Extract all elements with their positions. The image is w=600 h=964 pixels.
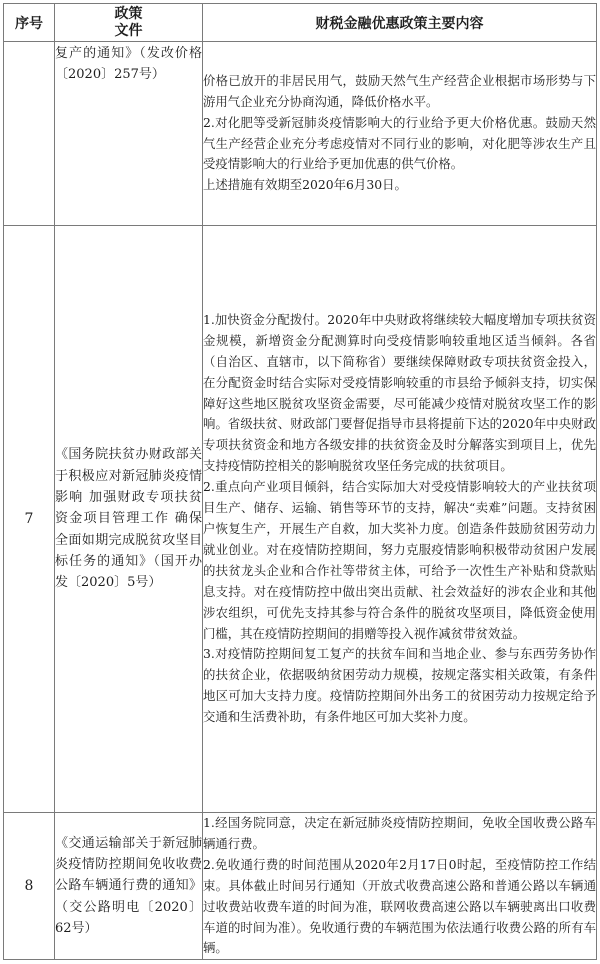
content-paragraph: 价格已放开的非居民用气，鼓励天然气生产经营企业根据市场形势与下游用气企业充分协商沟通，降低价格水平。 — [203, 72, 596, 109]
header-policy-document — [55, 4, 203, 42]
row-serial-number — [4, 42, 55, 226]
table-row — [4, 813, 597, 960]
content-paragraph: 3.对疫情防控期间复工复产的扶贫车间和当地企业、参与东西劳务协作的扶贫企业，依据吸纳贫困劳动力规模，按规定落实相关政策，有条件地区可加大支持力度。疫情防控期间外出务工的贫困劳动力按规定给予交通和生活费补助，有条件地区可加大奖补力度。 — [203, 646, 596, 725]
content-paragraph: 1.经国务院同意，决定在新冠肺炎疫情防控期间，免收全国收费公路车辆通行费。 — [203, 815, 596, 851]
row-policy-document: 《交通运输部关于新冠肺炎疫情防控期间免收收费公路车辆通行费的通知》（交公路明电〔2020〕62号） — [55, 813, 203, 960]
header-serial-number: 序号 — [4, 4, 55, 42]
content-paragraph: 2.免收通行费的时间范围从2020年2月17日0时起，至疫情防控工作结束。具体截止时间另行通知（开放式收费高速公路和普通公路以车辆通过收费站收费车道的时间为准，联网收费高速公路以车辆驶离出口收费车道的时间为准）。免收通行费的车辆范围为依法通行收费公路的所有车辆。 — [203, 856, 596, 956]
policy-table — [3, 3, 597, 960]
row-serial-number: 8 — [4, 813, 55, 960]
table-header-row — [4, 4, 597, 42]
row-serial-number: 7 — [4, 226, 55, 813]
content-paragraph: 1.加快资金分配拨付。2020年中央财政将继续较大幅度增加专项扶贫资金规模，新增资金分配测算时向受疫情影响较重地区适当倾斜。各省（自治区、直辖市，以下简称省）要继续保障财政专项扶贫资金投入，在分配资金时结合实际对受疫情影响较重的市县给予倾斜支持，切实保障好这些地区脱贫攻坚资金需要，尽可能减少疫情对脱贫攻坚工作的影响。省级扶贫、财政部门要督促指导市县将提前下达的2020年中央财政专项扶贫资金和地方各级安排的扶贫资金及时分解落实到项目上，优先支持疫情防控相关的影响脱贫攻坚任务完成的扶贫项目。 — [203, 311, 596, 474]
row-policy-document: 《国务院扶贫办财政部关于积极应对新冠肺炎疫情影响 加强财政专项扶贫资金项目管理工作 确保全面如期完成脱贫攻坚目标任务的通知》（国开办发〔2020〕5号） — [55, 226, 203, 813]
row-policy-content — [203, 813, 597, 960]
content-clip — [203, 813, 596, 959]
header-policy-document-line2: 文件 — [114, 22, 143, 39]
content-paragraph: 上述措施有效期至2020年6月30日。 — [203, 177, 407, 193]
content-paragraph: 2.对化肥等受新冠肺炎疫情影响大的行业给予更大价格优惠。鼓励天然气生产经营企业充分考虑疫情对不同行业的影响，对化肥等涉农生产且受疫情影响大的行业给予更加优惠的供气价格。 — [203, 114, 596, 172]
header-policy-document-line1: 政策 — [114, 5, 143, 22]
table-row — [4, 42, 597, 226]
content-paragraph: 2.重点向产业项目倾斜，结合实际加大对受疫情影响较大的产业扶贫项目生产、储存、运输、销售等环节的支持，解决“卖难”问题。支持贫困户恢复生产，开展生产自救，加大奖补力度。创造条件鼓励贫困劳动力就业创业。对在疫情防控期间，努力克服疫情影响积极带动贫困户发展的扶贫龙头企业和合作社等带贫主体，可给予一次性生产补贴和贷款贴息支持。对在疫情防控中做出突出贡献、社会效益好的涉农企业和其他涉农组织，可优先支持其参与符合条件的脱贫攻坚项目，降低资金使用门槛，其在疫情防控期间的捐赠等投入视作减贫带贫效益。 — [203, 479, 596, 641]
row-policy-content — [203, 226, 597, 813]
table-row — [4, 226, 597, 813]
row-policy-content — [203, 42, 597, 226]
row-policy-document: 复产的通知》（发改价格〔2020〕257号） — [55, 42, 203, 226]
header-policy-content: 财税金融优惠政策主要内容 — [203, 4, 597, 42]
